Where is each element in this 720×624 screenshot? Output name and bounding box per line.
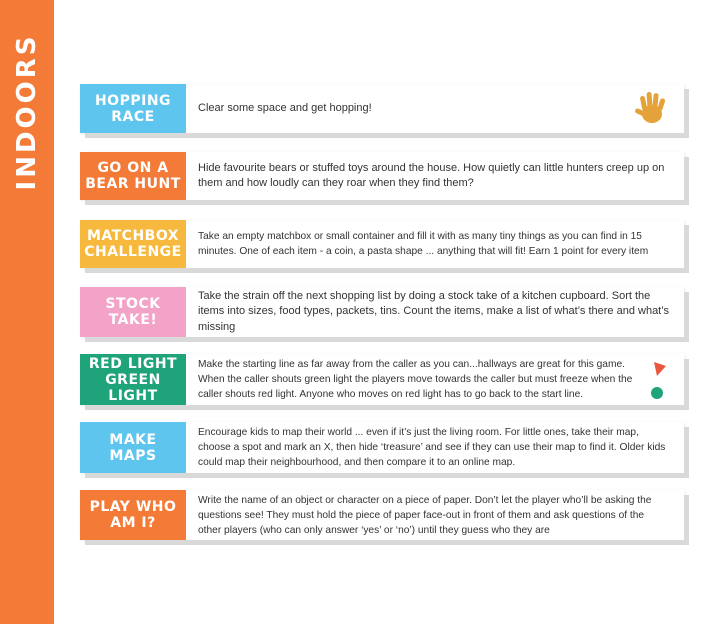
activity-description: Make the starting line as far away from the caller as you can...hallways are great for this game. When the caller shouts green light the players move towards the caller but must freeze when the caller shouts red light. Anyone who moves on red light has to go back to the start line.: [198, 359, 633, 400]
section-title-text: INDOORS: [12, 33, 42, 191]
activity-card-red-light-green-light: [80, 354, 684, 405]
activity-description: Encourage kids to map their world ... even if it’s just the living room. For little ones, take their map, choose a spot and mark an X, then hide ‘treasure’ and see if they can use their map to find it. Older kids could map their neighbourhood, and then compare it to an online map.: [198, 427, 666, 468]
activity-description: Hide favourite bears or stuffed toys around the house. How quietly can little hunters creep up on them and how loudly can they roar when they find them?: [198, 161, 665, 189]
handprint-icon: [632, 90, 672, 128]
activity-card-make-maps: [80, 422, 684, 473]
activity-label: MATCHBOX CHALLENGE: [80, 220, 186, 268]
activity-card-stock-take: [80, 287, 684, 337]
activity-label: RED LIGHT GREEN LIGHT: [80, 354, 186, 405]
section-title: [0, 0, 54, 230]
activity-description: Take an empty matchbox or small container and fill it with as many tiny things as you can find in 15 minutes. One of each item - a coin, a pasta shape ... anything that will fit! Earn 1 point for every item: [198, 231, 649, 257]
activity-label: PLAY WHO AM I?: [80, 490, 186, 540]
activity-card-matchbox-challenge: [80, 220, 684, 268]
activity-label: HOPPING RACE: [80, 84, 186, 133]
activity-label: MAKE MAPS: [80, 422, 186, 473]
activity-description: Clear some space and get hopping!: [198, 101, 372, 114]
activity-card-hopping-race: [80, 84, 684, 133]
triangle-and-dot-icon: [648, 360, 670, 400]
activity-label: STOCK TAKE!: [80, 287, 186, 337]
activity-label: GO ON A BEAR HUNT: [80, 152, 186, 200]
activity-card-play-who-am-i: [80, 490, 684, 540]
activity-card-bear-hunt: [80, 152, 684, 200]
activity-description: Write the name of an object or character on a piece of paper. Don’t let the player who’ll be asking the questions see! They must hold the piece of paper face-out in front of them and ask questions of the other players (who can only answer ‘yes’ or ‘no’) until they guess who they are: [198, 494, 652, 536]
activity-description: Take the strain off the next shopping list by doing a stock take of a kitchen cupboard. Sort the items into sizes, food types, packets, tins. Count the items, make a list of what’s there and what’s missing: [198, 289, 669, 333]
